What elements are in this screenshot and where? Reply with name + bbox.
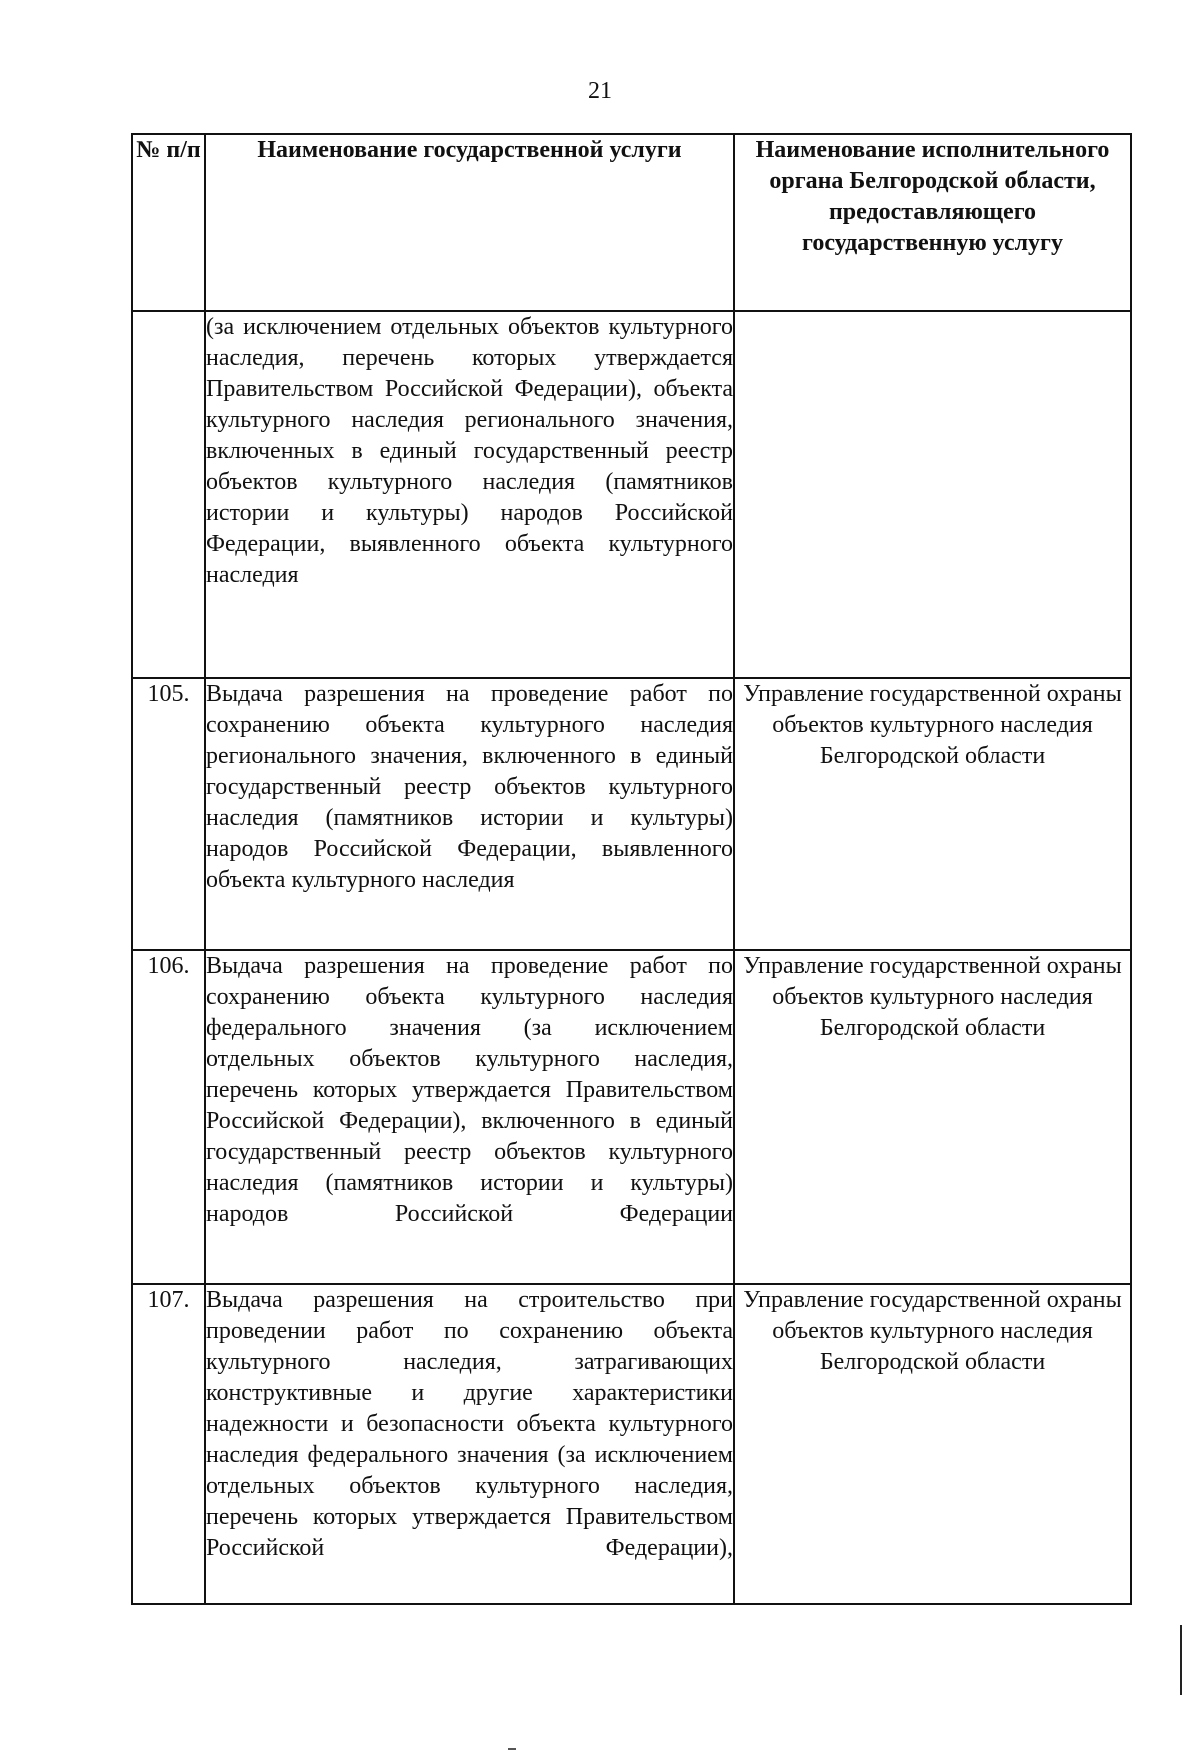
row-service-name: Выдача разрешения на проведение работ по сохранению объекта культурного наследия регионального значения, включенного в единый государственный реестр объектов культурного наследия (памятников истории и культуры) народов Российской Федерации, выявленного объекта культурного наследия xyxy=(205,678,734,950)
page-number: 21 xyxy=(588,78,612,104)
table-row xyxy=(132,950,1131,1284)
table-row xyxy=(132,311,1131,678)
row-number: 106. xyxy=(132,950,205,1284)
table-header-row xyxy=(132,134,1131,311)
row-number: 107. xyxy=(132,1284,205,1604)
row-number: 105. xyxy=(132,678,205,950)
row-authority-name: Управление государственной охраны объектов культурного наследия Белгородской области xyxy=(734,678,1131,950)
header-service-name: Наименование государственной услуги xyxy=(205,134,734,311)
row-number xyxy=(132,311,205,678)
row-authority-name: Управление государственной охраны объектов культурного наследия Белгородской области xyxy=(734,950,1131,1284)
scan-artifact-line xyxy=(1180,1625,1182,1695)
row-service-name: Выдача разрешения на проведение работ по сохранению объекта культурного наследия федерального значения (за исключением отдельных объектов культурного наследия, перечень которых утверждается Правительством Российской Федерации), включенного в единый государственный реестр объектов культурного наследия (памятников истории и культуры) народов Российской Федерации xyxy=(205,950,734,1284)
scan-artifact-dot xyxy=(508,1748,516,1750)
table-row xyxy=(132,1284,1131,1604)
row-service-name: Выдача разрешения на строительство при проведении работ по сохранению объекта культурного наследия, затрагивающих конструктивные и другие характеристики надежности и безопасности объекта культурного наследия федерального значения (за исключением отдельных объектов культурного наследия, перечень которых утверждается Правительством Российской Федерации), xyxy=(205,1284,734,1604)
table-row xyxy=(132,678,1131,950)
services-table xyxy=(131,133,1132,1605)
header-authority-name: Наименование исполнительного органа Белгородской области, предоставляющего государственную услугу xyxy=(734,134,1131,311)
row-authority-name: Управление государственной охраны объектов культурного наследия Белгородской области xyxy=(734,1284,1131,1604)
row-authority-name xyxy=(734,311,1131,678)
header-number: № п/п xyxy=(132,134,205,311)
row-service-name: (за исключением отдельных объектов культурного наследия, перечень которых утверждается Правительством Российской Федерации), объекта культурного наследия регионального значения, включенных в единый государственный реестр объектов культурного наследия (памятников истории и культуры) народов Российской Федерации, выявленного объекта культурного наследия xyxy=(205,311,734,678)
